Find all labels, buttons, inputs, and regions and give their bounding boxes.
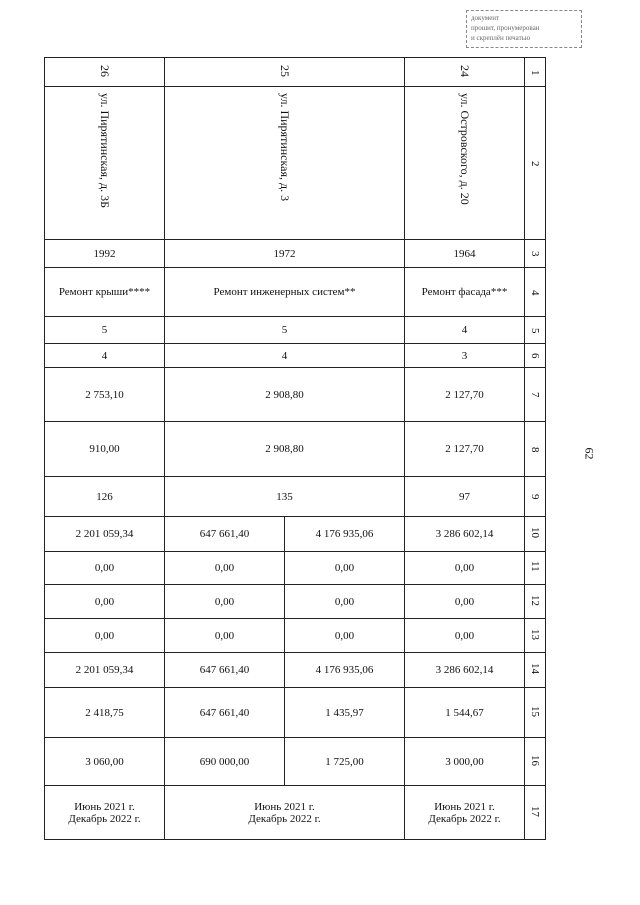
cell-value: 135 — [165, 477, 405, 517]
cell-value: 5 — [165, 317, 405, 344]
entry-number: 24 — [458, 64, 472, 77]
cell-value: 2 418,75 — [45, 688, 165, 738]
row-number: 1 — [529, 69, 541, 75]
cell-value: 2 201 059,34 — [45, 653, 165, 688]
row-number: 16 — [529, 754, 541, 766]
table-row — [45, 58, 546, 87]
row-number: 8 — [529, 446, 541, 452]
period-cell — [45, 786, 165, 840]
cell-value: 0,00 — [45, 552, 165, 585]
work-type: Ремонт инженерных систем** — [165, 268, 405, 317]
cell-value: 0,00 — [165, 552, 285, 585]
period-cell — [405, 786, 525, 840]
table-row — [45, 268, 546, 317]
cell-value: 3 286 602,14 — [405, 653, 525, 688]
row-number: 17 — [529, 805, 541, 817]
entry-number: 25 — [278, 64, 292, 77]
table-row — [45, 738, 546, 786]
build-year: 1964 — [405, 240, 525, 268]
cell-value: 2 127,70 — [405, 368, 525, 422]
period-end: Декабрь 2022 г. — [68, 812, 141, 825]
housing-repair-table — [44, 57, 546, 840]
table-row — [45, 240, 546, 268]
cell-value: 1 725,00 — [285, 738, 405, 786]
table-row — [45, 619, 546, 653]
cell-value: 647 661,40 — [165, 653, 285, 688]
cell-value: 2 908,80 — [165, 368, 405, 422]
cell-value: 1 544,67 — [405, 688, 525, 738]
cell-value: 0,00 — [405, 552, 525, 585]
build-year: 1972 — [165, 240, 405, 268]
period-start: Июнь 2021 г. — [254, 800, 315, 813]
table-row — [45, 344, 546, 368]
table-row — [45, 477, 546, 517]
cell-value: 2 908,80 — [165, 422, 405, 477]
cell-value: 3 060,00 — [45, 738, 165, 786]
row-number: 13 — [529, 628, 541, 640]
address: ул. Пирятинская, д. 3 — [278, 93, 292, 202]
cell-value: 647 661,40 — [165, 688, 285, 738]
row-number: 10 — [529, 527, 541, 538]
cell-value: 0,00 — [405, 619, 525, 653]
cell-value: 4 — [45, 344, 165, 368]
address: ул. Пирятинская, д. 3Б — [98, 93, 112, 208]
row-number: 11 — [529, 561, 541, 572]
cell-value: 2 127,70 — [405, 422, 525, 477]
cell-value: 1 435,97 — [285, 688, 405, 738]
row-number: 4 — [529, 289, 541, 295]
row-number: 2 — [529, 160, 541, 166]
build-year: 1992 — [45, 240, 165, 268]
cell-value: 0,00 — [45, 585, 165, 619]
table-row — [45, 653, 546, 688]
stamp-line: документ — [471, 14, 500, 22]
stamp-line: прошит, пронумерован — [471, 24, 540, 32]
cell-value: 2 753,10 — [45, 368, 165, 422]
table-row — [45, 585, 546, 619]
table-row — [45, 786, 546, 840]
page-number: 62 — [582, 447, 597, 460]
table-row — [45, 422, 546, 477]
table-row — [45, 688, 546, 738]
cell-value: 97 — [405, 477, 525, 517]
table-row — [45, 517, 546, 552]
cell-value: 4 — [165, 344, 405, 368]
cell-value: 910,00 — [45, 422, 165, 477]
cell-value: 690 000,00 — [165, 738, 285, 786]
cell-value: 0,00 — [285, 619, 405, 653]
row-number: 6 — [529, 353, 541, 359]
stamp-line: и скреплён печатью — [471, 34, 531, 42]
period-end: Декабрь 2022 г. — [248, 812, 321, 825]
work-type: Ремонт фасада*** — [405, 268, 525, 317]
cell-value: 0,00 — [165, 585, 285, 619]
table-row — [45, 87, 546, 240]
table-row — [45, 317, 546, 344]
period-cell — [165, 786, 405, 840]
cell-value: 4 — [405, 317, 525, 344]
cell-value: 0,00 — [285, 552, 405, 585]
address: ул. Островского, д. 20 — [458, 93, 472, 205]
cell-value: 647 661,40 — [165, 517, 285, 552]
cell-value: 3 000,00 — [405, 738, 525, 786]
cell-value: 0,00 — [405, 585, 525, 619]
cell-value: 4 176 935,06 — [285, 517, 405, 552]
row-number: 3 — [529, 251, 541, 257]
period-start: Июнь 2021 г. — [434, 800, 495, 813]
cell-value: 4 176 935,06 — [285, 653, 405, 688]
cell-value: 5 — [45, 317, 165, 344]
row-number: 14 — [529, 663, 541, 674]
table-row — [45, 368, 546, 422]
period-start: Июнь 2021 г. — [74, 800, 135, 813]
cell-value: 126 — [45, 477, 165, 517]
work-type: Ремонт крыши**** — [45, 268, 165, 317]
row-number: 7 — [529, 392, 541, 398]
row-number: 15 — [529, 705, 541, 717]
row-number: 9 — [529, 494, 541, 500]
certification-stamp — [466, 10, 582, 48]
cell-value: 0,00 — [285, 585, 405, 619]
table-row — [45, 552, 546, 585]
cell-value: 0,00 — [45, 619, 165, 653]
cell-value: 0,00 — [165, 619, 285, 653]
cell-value: 2 201 059,34 — [45, 517, 165, 552]
row-number: 5 — [529, 327, 541, 333]
cell-value: 3 — [405, 344, 525, 368]
row-number: 12 — [529, 594, 541, 606]
entry-number: 26 — [98, 64, 112, 77]
period-end: Декабрь 2022 г. — [428, 812, 501, 825]
cell-value: 3 286 602,14 — [405, 517, 525, 552]
